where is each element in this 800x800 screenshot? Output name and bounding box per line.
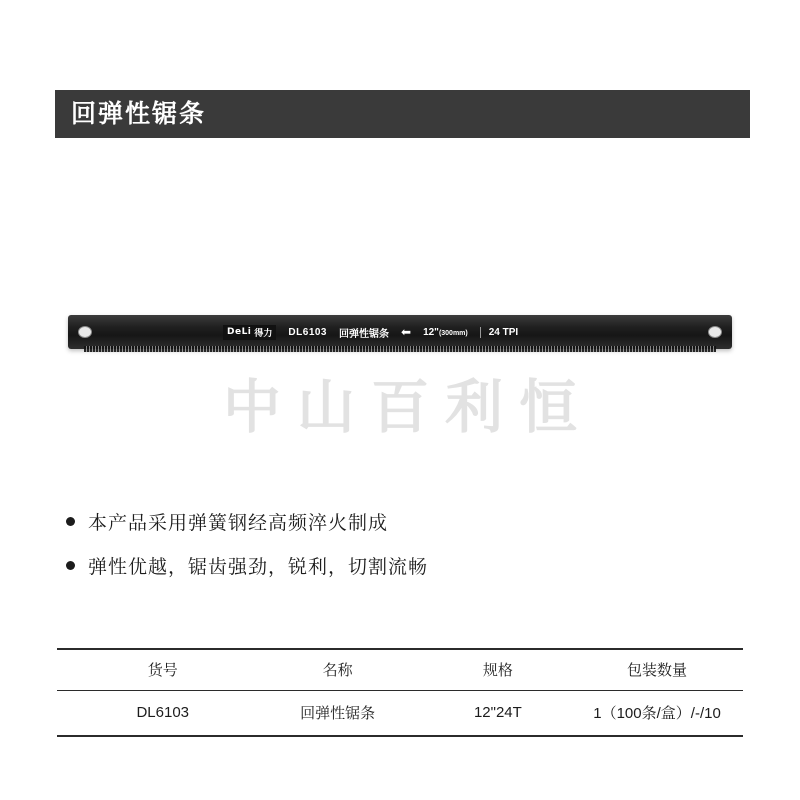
blade-mounting-hole-left <box>78 326 92 338</box>
blade-size-inches: 12" <box>423 326 439 338</box>
cell-packaging: 1（100条/盒）/-/10 <box>571 691 743 737</box>
table-body <box>57 691 743 737</box>
list-item <box>66 508 726 535</box>
blade-tpi-label: 24 TPI <box>480 327 518 338</box>
column-header-packaging: 包装数量 <box>571 649 743 691</box>
list-item <box>66 552 726 579</box>
bullet-dot-icon <box>66 561 75 570</box>
left-arrow-icon: ⬅ <box>401 325 412 339</box>
page-header-banner <box>50 90 750 138</box>
header-accent-bar <box>50 90 55 138</box>
table-header-row <box>57 649 743 691</box>
blade-printed-label <box>223 322 518 342</box>
product-image-area <box>0 210 800 470</box>
cell-name: 回弹性锯条 <box>251 691 425 737</box>
blade-teeth <box>84 346 716 352</box>
page-title: 回弹性锯条 <box>71 99 207 128</box>
brand-badge <box>223 325 276 340</box>
column-header-name: 名称 <box>251 649 425 691</box>
bullet-dot-icon <box>66 517 75 526</box>
blade-mounting-hole-right <box>708 326 722 338</box>
brand-name-cn: 得力 <box>254 327 273 338</box>
specification-table <box>57 648 743 737</box>
brand-logo-text: DeLi <box>227 327 252 337</box>
blade-product-name: 回弹性锯条 <box>339 328 389 340</box>
blade-size-label <box>423 327 468 338</box>
column-header-spec: 规格 <box>425 649 571 691</box>
hacksaw-blade-graphic <box>68 315 732 349</box>
blade-model-number: DL6103 <box>288 326 327 338</box>
cell-code: DL6103 <box>57 691 251 737</box>
feature-text: 本产品采用弹簧钢经高频淬火制成 <box>88 513 389 534</box>
feature-text: 弹性优越，锯齿强劲，锐利，切割流畅 <box>88 557 429 578</box>
feature-list <box>66 508 726 596</box>
column-header-code: 货号 <box>57 649 251 691</box>
table-row <box>57 691 743 737</box>
table-header <box>57 649 743 691</box>
watermark-text: 中山百利恒 <box>222 375 593 440</box>
blade-size-mm: (300mm) <box>438 329 468 337</box>
cell-spec: 12"24T <box>425 691 571 737</box>
